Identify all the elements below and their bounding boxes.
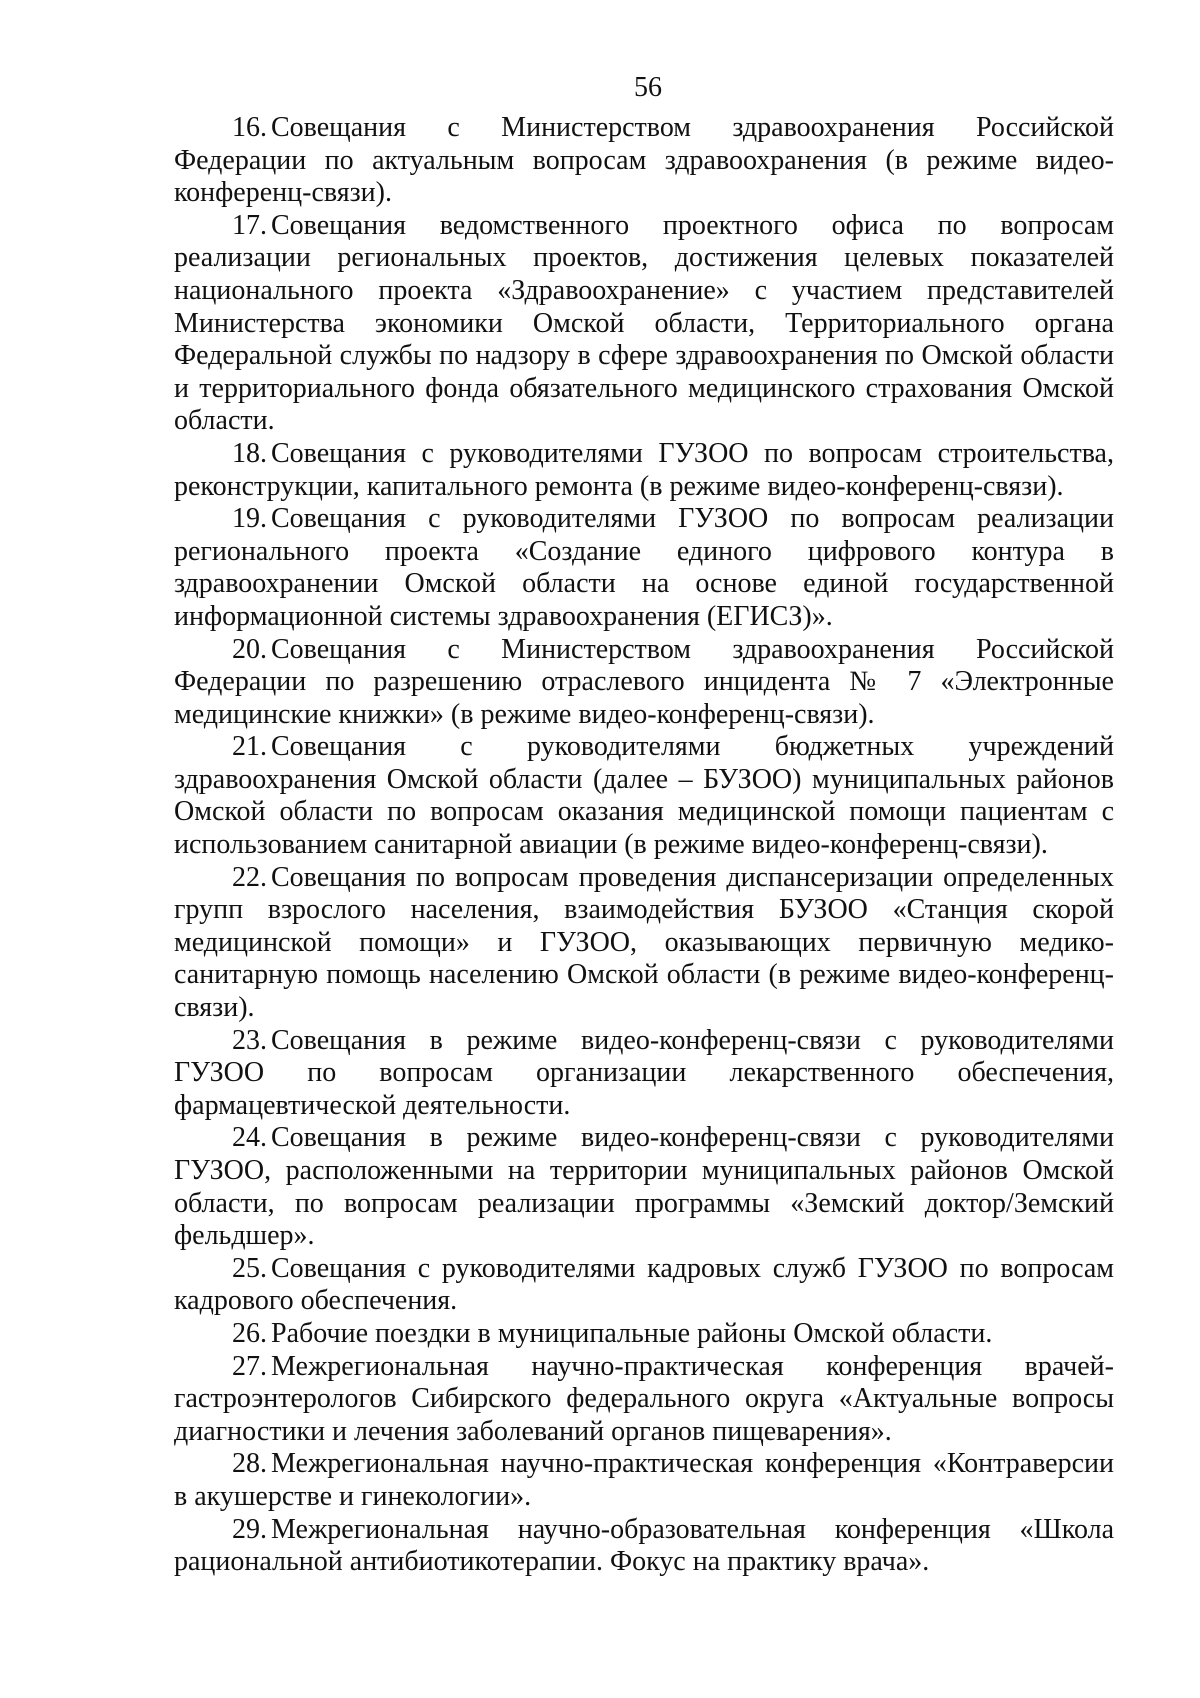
item-number: 25.	[232, 1252, 267, 1284]
item-text: Совещания с руководителями ГУЗОО по вопросам строительства, реконструкции, капитального ремонта (в режиме видео-конференц-связи).	[174, 437, 1114, 502]
item-number: 29.	[232, 1513, 267, 1545]
list-item	[174, 1318, 1114, 1351]
item-number: 27.	[232, 1350, 267, 1382]
list-item	[174, 503, 1114, 633]
list-item	[174, 1253, 1114, 1318]
item-text: Совещания в режиме видео-конференц-связи с руководителями ГУЗОО по вопросам организации лекарственного обеспечения, фармацевтической деятельности.	[174, 1024, 1114, 1121]
item-text: Совещания с Министерством здравоохранения Российской Федерации по актуальным вопросам здравоохранения (в режиме видео-конференц-связи).	[174, 112, 1114, 209]
item-number: 22.	[232, 861, 267, 893]
item-number: 16.	[232, 112, 267, 143]
page-number: 56	[634, 72, 662, 103]
list-item	[174, 1448, 1114, 1513]
item-text: Рабочие поездки в муниципальные районы Омской области.	[271, 1317, 993, 1349]
item-text: Межрегиональная научно-образовательная конференция «Школа рациональной антибиотикотерапии. Фокус на практику врача».	[174, 1513, 1114, 1578]
item-text: Совещания с Министерством здравоохранения Российской Федерации по разрешению отраслевого инцидента № 7 «Электронные медицинские книжки» (в режиме видео-конференц-связи).	[174, 633, 1114, 730]
item-number: 24.	[232, 1122, 267, 1154]
list-item	[174, 210, 1114, 438]
item-number: 19.	[232, 503, 267, 535]
item-number: 21.	[232, 731, 267, 763]
item-text: Совещания с руководителями ГУЗОО по вопросам реализации регионального проекта «Создание единого цифрового контура в здравоохранении Омской области на основе единой государственной информационной системы здравоохранения (ЕГИСЗ)».	[174, 503, 1114, 632]
list-item	[174, 438, 1114, 503]
item-text: Межрегиональная научно-практическая конференция врачей-гастроэнтерологов Сибирского федерального округа «Актуальные вопросы диагностики и лечения заболеваний органов пищеварения».	[174, 1350, 1114, 1447]
item-text: Межрегиональная научно-практическая конференция «Контраверсии в акушерстве и гинекологии».	[174, 1448, 1114, 1512]
item-text: Совещания в режиме видео-конференц-связи с руководителями ГУЗОО, расположенными на территории муниципальных районов Омской области, по вопросам реализации программы «Земский доктор/Земский фельдшер».	[174, 1122, 1114, 1252]
item-number: 26.	[232, 1317, 267, 1349]
item-text: Совещания по вопросам проведения диспансеризации определенных групп взрослого населения, взаимодействия БУЗОО «Станция скорой медицинской помощи» и ГУЗОО, оказывающих первичную медико-санитарную помощь населению Омской области (в режиме видео-конференц-связи).	[174, 861, 1114, 1024]
item-number: 23.	[232, 1024, 267, 1056]
item-list	[174, 112, 1114, 1579]
list-item	[174, 731, 1114, 861]
item-text: Совещания с руководителями кадровых служб ГУЗОО по вопросам кадрового обеспечения.	[174, 1252, 1114, 1317]
item-text: Совещания с руководителями бюджетных учреждений здравоохранения Омской области (далее – БУЗОО) муниципальных районов Омской области по вопросам оказания медицинской помощи пациентам с использованием санитарной авиации (в режиме видео-конференц-связи).	[174, 731, 1114, 861]
list-item	[174, 862, 1114, 1025]
item-number: 17.	[232, 209, 267, 241]
item-number: 28.	[232, 1448, 267, 1480]
list-item	[174, 112, 1114, 210]
list-item	[174, 1351, 1114, 1449]
item-text: Совещания ведомственного проектного офиса по вопросам реализации региональных проектов, достижения целевых показателей национального проекта «Здравоохранение» с участием представителей Министерства экономики Омской области, Территориального органа Федеральной службы по надзору в сфере здравоохранения по Омской области и территориального фонда обязательного медицинского страхования Омской области.	[174, 209, 1114, 437]
list-item	[174, 1514, 1114, 1579]
list-item	[174, 634, 1114, 732]
item-number: 18.	[232, 437, 267, 469]
list-item	[174, 1025, 1114, 1123]
list-item	[174, 1122, 1114, 1252]
item-number: 20.	[232, 633, 267, 665]
